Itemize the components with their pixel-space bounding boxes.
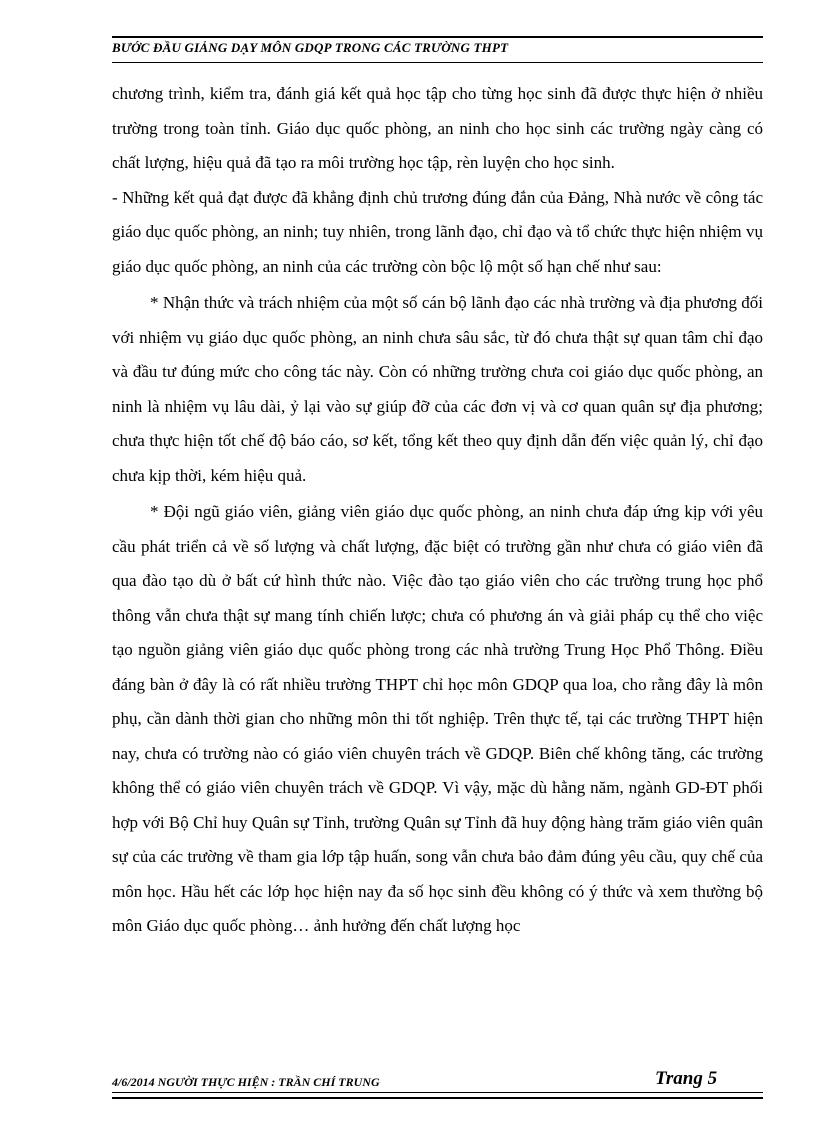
paragraph-4: * Đội ngũ giáo viên, giảng viên giáo dục quốc phòng, an ninh chưa đáp ứng kịp với yêu cầu phát triển cả về số lượng và chất lượng, đặc biệt có trường gần như chưa có giáo viên đã qua đào tạo dù ở bất cứ hình thức nào. Việc đào tạo giáo viên cho các trường trung học phổ thông vẫn chưa thật sự mang tính chiến lược; chưa có phương án và giải pháp cụ thể cho việc tạo nguồn giảng viên giáo dục quốc phòng trong các nhà trường Trung Học Phổ Thông. Điều đáng bàn ở đây là có rất nhiều trường THPT chỉ học môn GDQP qua loa, cho rằng đây là môn phụ, cần dành thời gian cho những môn thi tốt nghiệp. Trên thực tế, tại các trường THPT hiện nay, chưa có trường nào có giáo viên chuyên trách về GDQP. Biên chế không tăng, các trường không thể có giáo viên chuyên trách về GDQP. Vì vậy, mặc dù hằng năm, ngành GD-ĐT phối hợp với Bộ Chỉ huy Quân sự Tỉnh, trường Quân sự Tỉnh đã huy động hàng trăm giáo viên quân sự của các trường về tham gia lớp tập huấn, song vẫn chưa bảo đảm đúng yêu cầu, quy chế của môn học. Hầu hết các lớp học hiện nay đa số học sinh đều không có ý thức và xem thường bộ môn Giáo dục quốc phòng… ảnh hưởng đến chất lượng học [112,502,763,935]
paragraph-2: - Những kết quả đạt được đã khẳng định chủ trương đúng đắn của Đảng, Nhà nước về công tác giáo dục quốc phòng, an ninh; tuy nhiên, trong lãnh đạo, chỉ đạo và tổ chức thực hiện nhiệm vụ giáo dục quốc phòng, an ninh của các trường còn bộc lộ một số hạn chế như sau: [112,187,763,276]
footer-author-date: 4/6/2014 NGƯỜI THỰC HIỆN : TRẦN CHÍ TRUNG [112,1075,380,1089]
header-rule-bottom [112,62,763,63]
footer-rule-bottom [112,1097,763,1099]
header-rule-top [112,36,763,38]
document-body [112,77,763,944]
footer-rule-top [112,1092,763,1093]
paragraph-3: * Nhận thức và trách nhiệm của một số cán bộ lãnh đạo các nhà trường và địa phương đối với nhiệm vụ giáo dục quốc phòng, an ninh chưa sâu sắc, từ đó chưa thật sự quan tâm chỉ đạo và đầu tư đúng mức cho công tác này. Còn có những trường chưa coi giáo dục quốc phòng, an ninh là nhiệm vụ lâu dài, ỷ lại vào sự giúp đỡ của các đơn vị và cơ quan quân sự địa phương; chưa thực hiện tốt chế độ báo cáo, sơ kết, tổng kết theo quy định dẫn đến việc quản lý, chỉ đạo chưa kịp thời, kém hiệu quả. [112,293,763,485]
page-header-title: BƯỚC ĐẦU GIẢNG DẠY MÔN GDQP TRONG CÁC TRƯỜNG THPT [112,40,509,55]
page-number: Trang 5 [655,1068,718,1089]
paragraph-1: chương trình, kiểm tra, đánh giá kết quả học tập cho từng học sinh đã được thực hiện ở nhiều trường trong toàn tỉnh. Giáo dục quốc phòng, an ninh cho học sinh các trường ngày càng có chất lượng, hiệu quả đã tạo ra môi trường học tập, rèn luyện cho học sinh. [112,84,763,172]
